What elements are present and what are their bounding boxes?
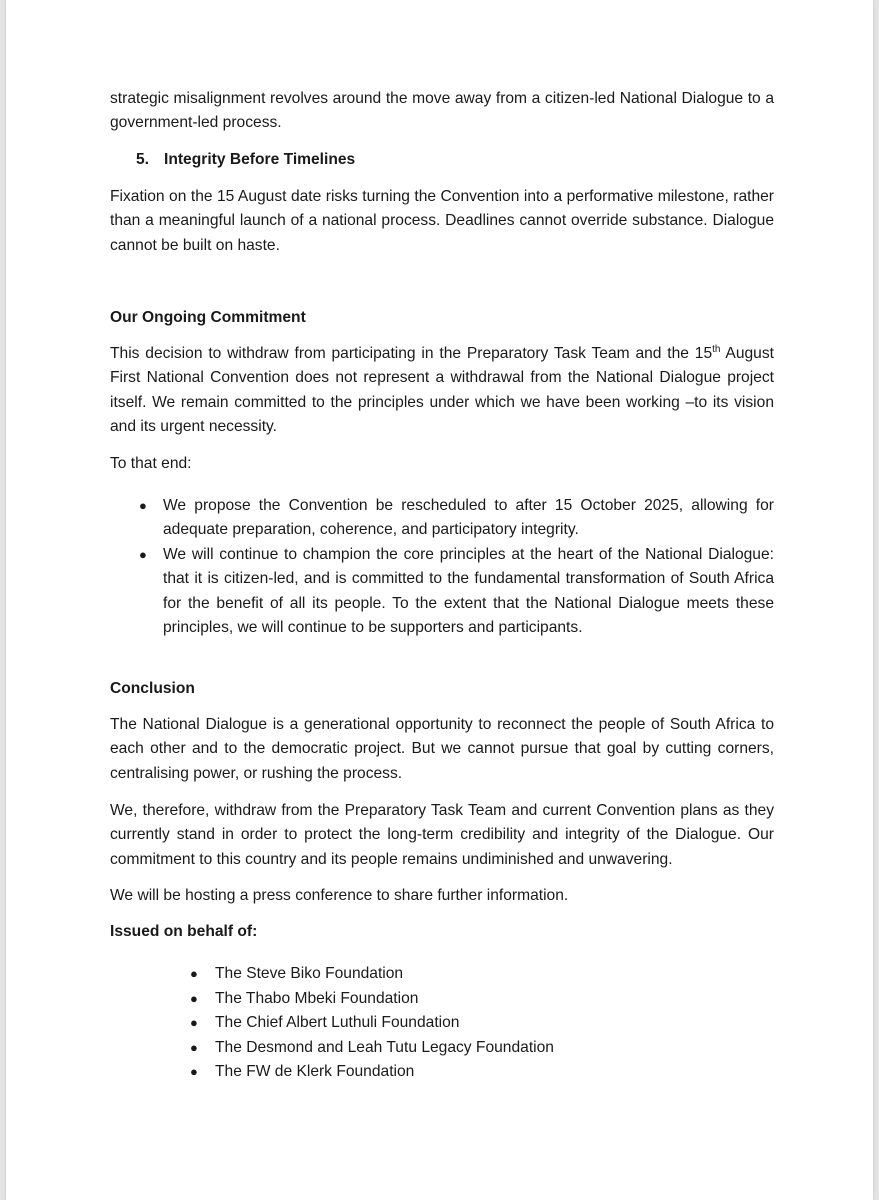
foundation-name: The Desmond and Leah Tutu Legacy Foundation [215,1038,554,1056]
bullet-icon: ● [190,1015,198,1031]
commitment-heading: Our Ongoing Commitment [110,309,306,326]
commitment-body-paragraph [110,342,774,440]
bullet-icon: ● [190,990,198,1006]
list-item [110,962,554,987]
foundation-name: The Chief Albert Luthuli Foundation [215,1014,460,1032]
intro-continued-paragraph: strategic misalignment revolves around the move away from a citizen-led National Dialogue to a government-led process. [110,90,774,132]
commitment-body-start: This decision to withdraw from participating in the Preparatory Task Team and the 15 [110,345,713,362]
list-item [110,1060,554,1085]
integrity-body-paragraph: Fixation on the 15 August date risks turning the Convention into a performative milestone, rather than a meaningful launch of a national process. Deadlines cannot override substance. Dialogue cannot be built on haste. [110,188,774,254]
conclusion-paragraph-1: The National Dialogue is a generational opportunity to reconnect the people of South Africa to each other and to the democratic project. But we cannot pursue that goal by cutting corners, centralising power, or rushing the process. [110,716,774,782]
list-item [110,494,774,543]
integrity-heading-text: Integrity Before Timelines [164,151,356,168]
foundation-name: The Thabo Mbeki Foundation [215,989,419,1007]
list-item [110,1036,554,1061]
commitment-item-text: We will continue to champion the core principles at the heart of the National Dialogue: that it is citizen-led, and is committed to the fundamental transformation of South Africa for the benefit of all its people. To the extent that the National Dialogue meets these principles, we will continue to be supporters and participants. [163,545,774,637]
commitment-body-rest: August First National Convention does not represent a withdrawal from the National Dialogue project itself. We remain committed to the principles under which we have been working –to its vision and its urgent necessity. [110,345,774,436]
list-item [110,543,774,641]
bullet-icon: ● [190,1064,198,1080]
commitment-item-text: We propose the Convention be rescheduled to after 15 October 2025, allowing for adequate preparation, coherence, and participatory integrity. [163,497,774,539]
ordinal-suffix: th [712,343,721,355]
conclusion-heading: Conclusion [110,680,195,697]
document-page [6,0,873,1200]
bullet-icon: ● [139,498,147,513]
integrity-heading-number: 5. [136,151,150,168]
to-that-end-text: To that end: [110,455,192,472]
foundations-list [110,962,554,1085]
issued-on-behalf-heading: Issued on behalf of: [110,923,258,940]
list-item [110,987,554,1012]
conclusion-paragraph-2: We, therefore, withdraw from the Preparatory Task Team and current Convention plans as they currently stand in order to protect the long-term credibility and integrity of the Dialogue. Our commitment to this country and its people remains undiminished and unwavering. [110,802,774,868]
commitments-list [110,494,774,640]
foundation-name: The Steve Biko Foundation [215,965,404,982]
list-item [110,1011,554,1036]
bullet-icon: ● [190,966,198,981]
bullet-icon: ● [139,546,147,562]
bullet-icon: ● [190,1039,198,1055]
foundation-name: The FW de Klerk Foundation [215,1063,415,1081]
press-conference-text: We will be hosting a press conference to share further information. [110,887,569,904]
